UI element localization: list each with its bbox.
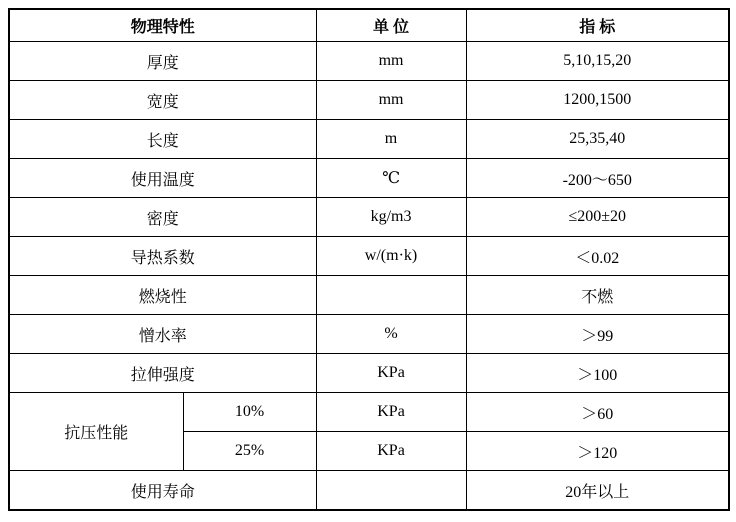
property-cell: 宽度 (9, 81, 316, 120)
table-row (9, 159, 729, 198)
table-row-service-life (9, 471, 729, 511)
property-cell: 导热系数 (9, 237, 316, 276)
table-row (9, 120, 729, 159)
sub-level-cell: 10% (183, 393, 316, 432)
indicator-cell: 5,10,15,20 (466, 42, 729, 81)
header-property: 物理特性 (9, 9, 316, 42)
unit-cell: mm (316, 42, 466, 81)
table-row (9, 198, 729, 237)
table-row-compression-10 (9, 393, 729, 432)
unit-cell: kg/m3 (316, 198, 466, 237)
property-cell: 燃烧性 (9, 276, 316, 315)
indicator-cell: ＞100 (466, 354, 729, 393)
unit-cell: ℃ (316, 159, 466, 198)
table-row (9, 81, 729, 120)
physical-properties-table (8, 8, 730, 511)
table-row (9, 315, 729, 354)
unit-cell: KPa (316, 432, 466, 471)
indicator-cell: ＞120 (466, 432, 729, 471)
header-indicator: 指 标 (466, 9, 729, 42)
property-cell: 拉伸强度 (9, 354, 316, 393)
indicator-cell: ＞99 (466, 315, 729, 354)
unit-cell: % (316, 315, 466, 354)
indicator-cell: 25,35,40 (466, 120, 729, 159)
indicator-cell: 20年以上 (466, 471, 729, 511)
indicator-cell: 1200,1500 (466, 81, 729, 120)
table-row (9, 42, 729, 81)
indicator-cell: -200～650 (466, 159, 729, 198)
unit-cell: w/(m·k) (316, 237, 466, 276)
sub-level-cell: 25% (183, 432, 316, 471)
unit-cell: KPa (316, 393, 466, 432)
unit-cell: m (316, 120, 466, 159)
unit-cell (316, 276, 466, 315)
table-row (9, 276, 729, 315)
unit-cell: mm (316, 81, 466, 120)
indicator-cell: ≤200±20 (466, 198, 729, 237)
property-cell: 密度 (9, 198, 316, 237)
unit-cell: KPa (316, 354, 466, 393)
table-row (9, 237, 729, 276)
unit-cell (316, 471, 466, 511)
property-cell: 使用温度 (9, 159, 316, 198)
property-cell: 憎水率 (9, 315, 316, 354)
indicator-cell: 不燃 (466, 276, 729, 315)
property-cell: 长度 (9, 120, 316, 159)
property-cell: 使用寿命 (9, 471, 316, 511)
property-cell: 厚度 (9, 42, 316, 81)
header-unit: 单 位 (316, 9, 466, 42)
indicator-cell: ＞60 (466, 393, 729, 432)
property-cell-compression: 抗压性能 (9, 393, 183, 471)
table-row (9, 354, 729, 393)
indicator-cell: ＜0.02 (466, 237, 729, 276)
table-header-row (9, 9, 729, 42)
